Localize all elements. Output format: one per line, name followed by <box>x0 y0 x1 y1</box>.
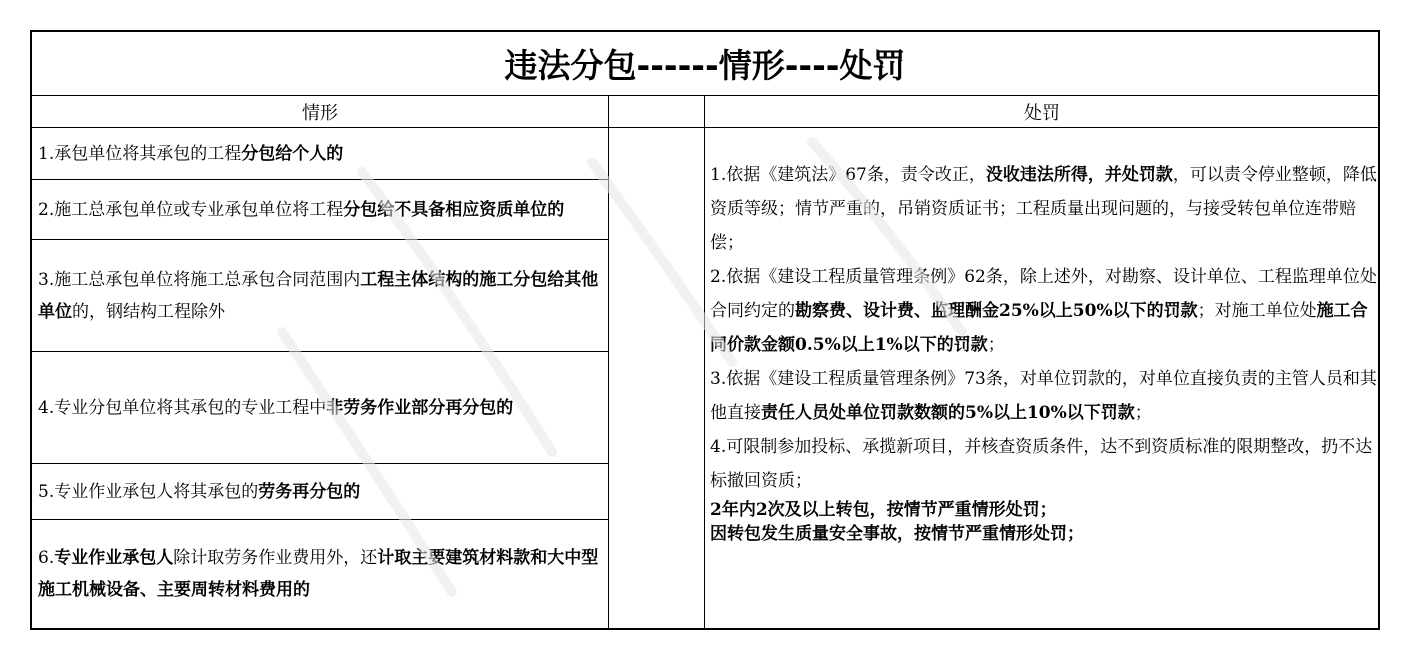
situation-row-3 <box>32 240 608 352</box>
situation-row-5 <box>32 464 608 520</box>
penalty-1 <box>710 158 1378 260</box>
situation-row-1 <box>32 128 608 180</box>
table-title: 违法分包------情形----处罚 <box>32 32 1378 96</box>
header-penalty: 处罚 <box>704 96 1380 128</box>
penalty-6 <box>710 522 1378 546</box>
situation-6-bold: 专业作业承包人 <box>54 548 174 568</box>
penalty-1-b: 没收违法所得，并处罚款 <box>985 165 1173 185</box>
situation-row-6 <box>32 520 608 628</box>
penalty-5-text: 2年内2次及以上转包，按情节严重情形处罚； <box>710 500 1057 520</box>
penalty-3-a: 3.依据《建设工程质量管理条例》73条，对单位罚款的，对单位直接负责的主管人员和其他直接 <box>710 369 1377 423</box>
column-divider-2 <box>704 96 705 628</box>
penalty-2 <box>710 260 1378 362</box>
situation-5-bold: 劳务再分包的 <box>258 481 361 502</box>
penalty-2-d: 施工合同价款金额0.5%以上1%以下的罚款 <box>710 301 1368 355</box>
situation-4-bold: 非劳务作业部分再分包的 <box>326 397 514 418</box>
situation-row-2 <box>32 180 608 240</box>
situation-4-plain: 4.专业分包单位将其承包的专业工程中 <box>38 397 327 418</box>
situation-6-bold2: 计取主要建筑材料款和大中型施工机械设备、主要周转材料费用的 <box>38 548 599 600</box>
penalty-1-c: ，可以责令停业整顿，降低资质等级；情节严重的，吊销资质证书；工程质量出现问题的，与接受转包单位连带赔偿； <box>710 165 1377 253</box>
situation-2-bold: 分包给不具备相应资质单位的 <box>343 199 565 220</box>
header-middle <box>608 96 704 128</box>
penalty-2-e: ； <box>987 335 1005 355</box>
situation-row-4 <box>32 352 608 464</box>
penalty-1-a: 1.依据《建筑法》67条，责令改正， <box>710 165 986 185</box>
penalty-6-text: 因转包发生质量安全事故，按情节严重情形处罚； <box>710 524 1084 544</box>
penalty-2-b: 勘察费、设计费、监理酬金25%以上50%以下的罚款 <box>795 301 1198 321</box>
column-divider-1 <box>608 96 609 628</box>
situation-2-plain: 2.施工总承包单位或专业承包单位将工程 <box>38 199 344 220</box>
situation-1-bold: 分包给个人的 <box>241 143 344 164</box>
penalty-5 <box>710 498 1378 522</box>
penalty-2-c: ；对施工单位处 <box>1197 301 1317 321</box>
situation-5-plain: 5.专业作业承包人将其承包的 <box>38 481 259 502</box>
penalty-text <box>706 158 1378 546</box>
situation-3-plain: 3.施工总承包单位将施工总承包合同范围内 <box>38 269 361 290</box>
situation-3-tail: 的，钢结构工程除外 <box>72 301 225 322</box>
header-situation: 情形 <box>32 96 608 128</box>
situation-3-bold: 工程主体结构的施工分包给其他单位 <box>38 269 599 322</box>
situation-6-mid: 除计取劳务作业费用外，还 <box>173 548 378 568</box>
situation-1-plain: 1.承包单位将其承包的工程 <box>38 143 242 164</box>
penalty-4: 4.可限制参加投标、承揽新项目，并核查资质条件，达不到资质标准的限期整改，扔不达标撤回资质； <box>710 437 1373 491</box>
situation-6-plain: 6. <box>38 548 55 568</box>
penalty-3-b: 责任人员处单位罚款数额的5%以上10%以下罚款 <box>761 403 1135 423</box>
penalty-3 <box>710 362 1378 430</box>
penalty-3-c: ； <box>1134 403 1152 423</box>
penalty-2-a: 2.依据《建设工程质量管理条例》62条，除上述外，对勘察、设计单位、工程监理单位处合同约定的 <box>710 267 1377 321</box>
penalty-table <box>30 30 1380 630</box>
